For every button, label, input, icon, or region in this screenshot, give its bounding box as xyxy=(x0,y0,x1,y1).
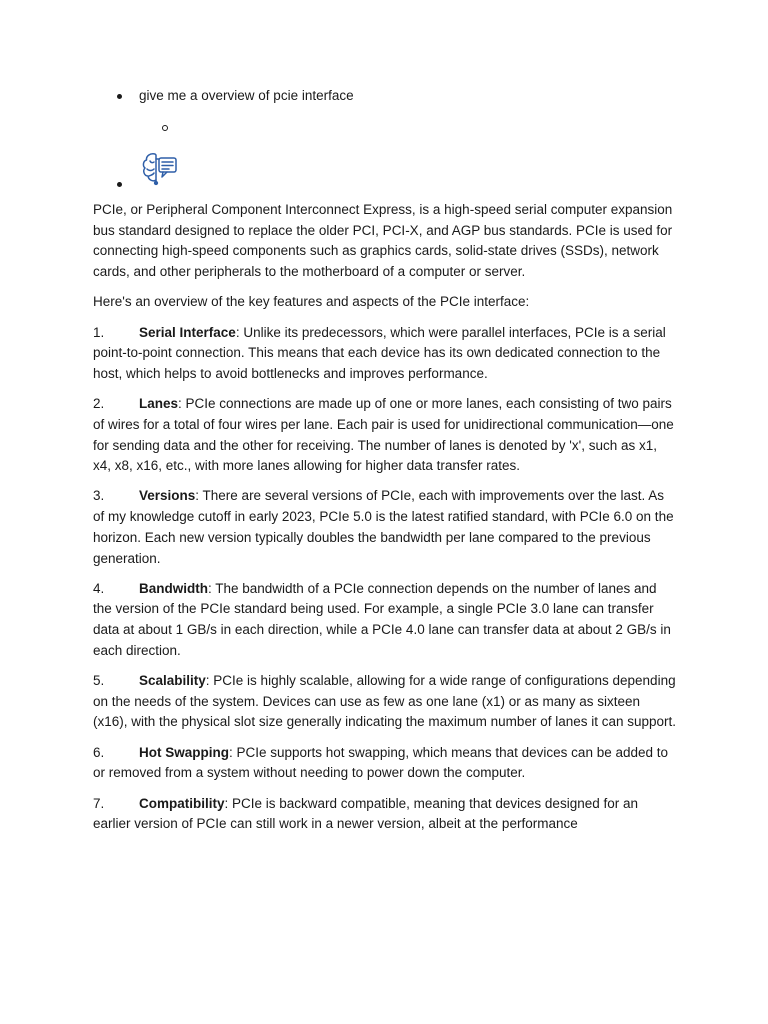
item-term: Lanes xyxy=(139,396,179,412)
item-number: 2. xyxy=(93,396,105,412)
item-number: 7. xyxy=(93,795,105,811)
item-term: Hot Swapping xyxy=(139,744,229,760)
item-text: : PCIe supports hot swapping, which means that devices can be added to or removed from a system without needing to power down the computer. xyxy=(93,744,669,781)
feature-item xyxy=(93,486,678,569)
item-text: : Unlike its predecessors, which were parallel interfaces, PCIe is a serial point-to-point connection. This means that each device has its own dedicated connection to the host, which helps to avoid bottlenecks and improves performance. xyxy=(93,324,666,381)
intro-paragraph: Here's an overview of the key features and aspects of the PCIe interface: xyxy=(93,294,530,310)
item-term: Versions xyxy=(139,488,196,504)
item-number: 3. xyxy=(93,488,105,504)
item-term: Bandwidth xyxy=(139,580,208,596)
feature-item xyxy=(93,671,678,733)
feature-item xyxy=(93,579,678,662)
item-text: : PCIe is backward compatible, meaning that devices designed for an earlier version of PCIe can still work in a newer version, albeit at the performance xyxy=(93,795,638,832)
item-term: Scalability xyxy=(139,673,206,689)
bullet-marker xyxy=(117,94,122,99)
item-text: : There are several versions of PCIe, each with improvements over the last. As of my knowledge cutoff in early 2023, PCIe 5.0 is the latest ratified standard, with PCIe 6.0 on the horizon. Each new version typically doubles the bandwidth per lane compared to the previous generation. xyxy=(93,488,674,566)
bullet-marker xyxy=(117,182,122,187)
sub-bullet-marker xyxy=(162,125,168,131)
response-body xyxy=(93,200,678,844)
item-term: Compatibility xyxy=(139,795,225,811)
item-text: : The bandwidth of a PCIe connection depends on the number of lanes and the version of the PCIe standard being used. For example, a single PCIe 3.0 lane can transfer data at about 1 GB/s in each direction, while a PCIe 4.0 lane can transfer data at about 2 GB/s in each direction. xyxy=(93,580,671,658)
item-number: 6. xyxy=(93,744,105,760)
item-number: 5. xyxy=(93,673,105,689)
intro-paragraph: PCIe, or Peripheral Component Interconnect Express, is a high-speed serial computer expansion bus standard designed to replace the older PCI, PCI-X, and AGP bus standards. PCIe is used for connecting high-speed components such as graphics cards, solid-state drives (SSDs), network cards, and other peripherals to the motherboard of a computer or server. xyxy=(93,202,673,280)
item-text: : PCIe connections are made up of one or more lanes, each consisting of two pairs of wires for a total of four wires per lane. Each pair is used for unidirectional communication—one for sending data and the other for receiving. The number of lanes is denoted by 'x', such as x1, x4, x8, x16, etc., with more lanes allowing for higher data transfer rates. xyxy=(93,396,674,474)
prompt-text: give me a overview of pcie interface xyxy=(139,88,354,103)
feature-item xyxy=(93,743,678,784)
brain-chat-icon xyxy=(141,150,179,186)
item-term: Serial Interface xyxy=(139,324,236,340)
item-number: 1. xyxy=(93,324,105,340)
feature-item xyxy=(93,794,678,835)
item-number: 4. xyxy=(93,580,105,596)
feature-item xyxy=(93,394,678,477)
feature-item xyxy=(93,323,678,385)
item-text: : PCIe is highly scalable, allowing for a wide range of configurations depending on the needs of the system. Devices can use as few as one lane (x1) or as many as sixteen (x16), with the physical slot size generally indicating the maximum number of lanes it can support. xyxy=(93,673,677,730)
